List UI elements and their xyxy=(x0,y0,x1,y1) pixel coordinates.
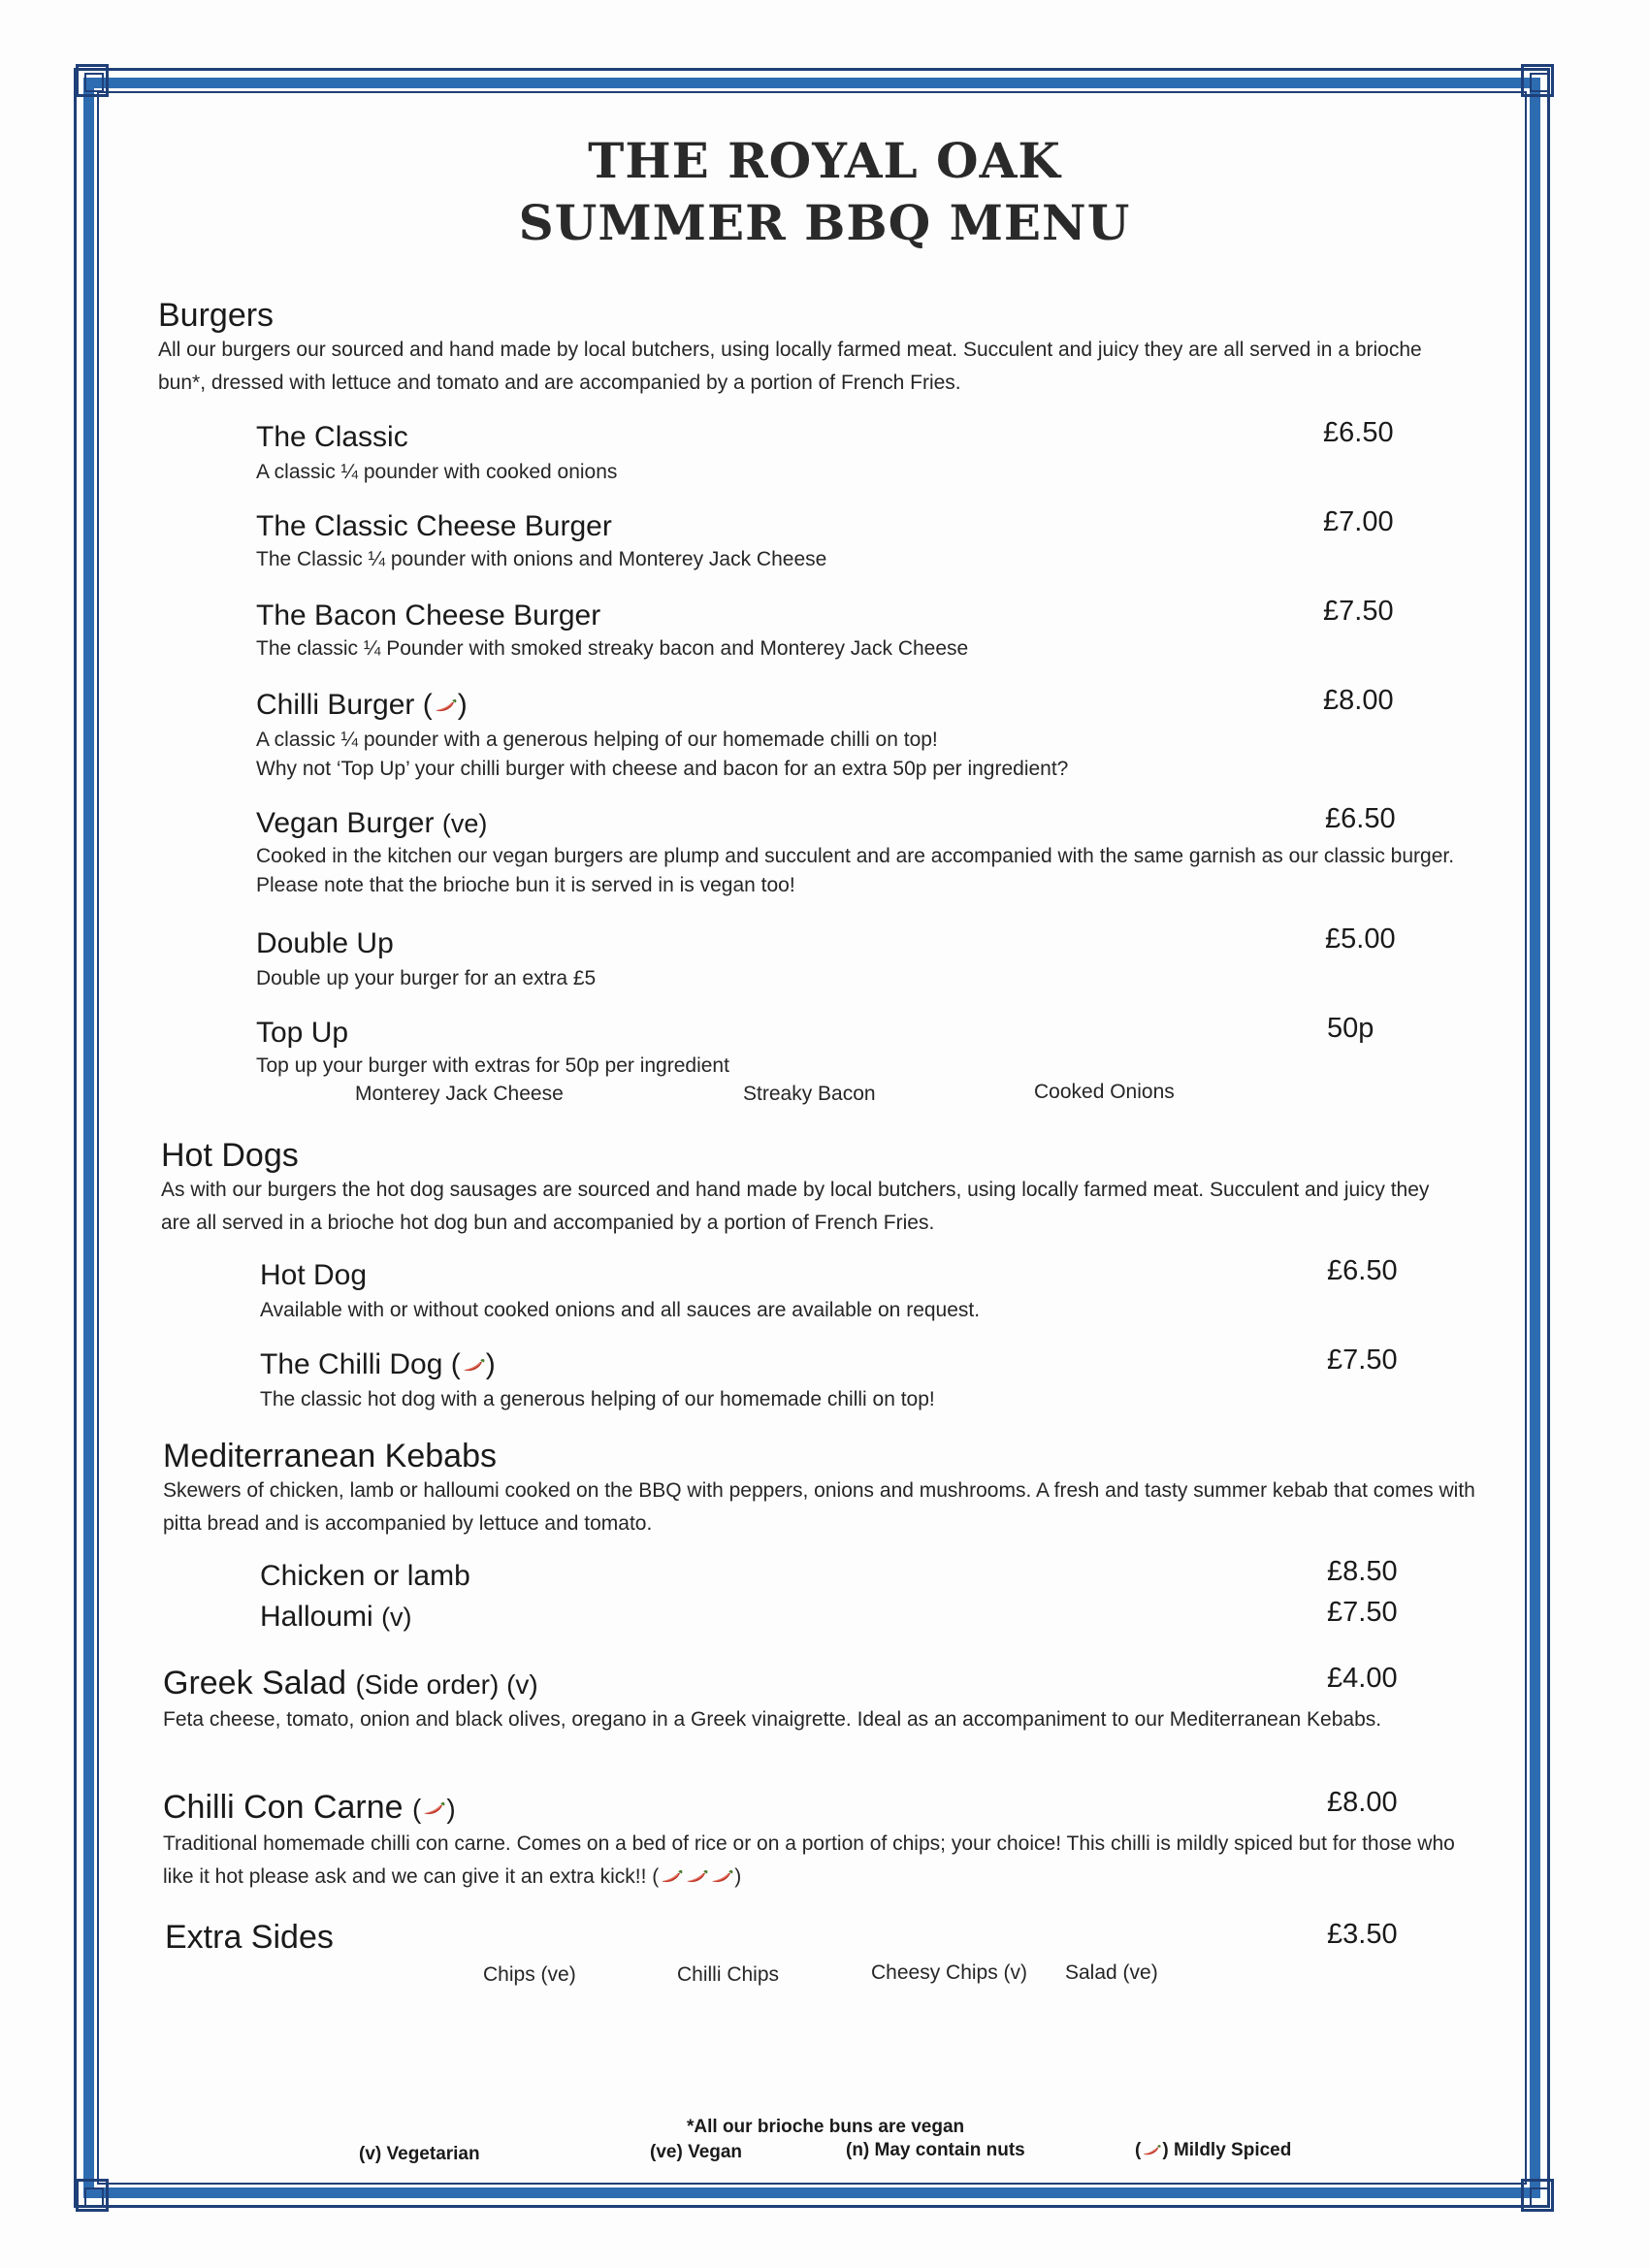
greek-salad-tag: (Side order) (v) xyxy=(355,1669,538,1700)
section-heading-chilli-con-carne xyxy=(163,1789,456,1827)
item-desc-top-up: Top up your burger with extras for 50p per ingredient xyxy=(256,1054,729,1077)
section-heading-greek-salad xyxy=(163,1665,538,1702)
item-name-chilli-burger xyxy=(256,689,468,722)
item-price-greek-salad: £4.00 xyxy=(1327,1663,1398,1694)
item-name-chilli-burger-label: Chilli Burger xyxy=(256,689,415,721)
item-tag-vegetarian: (v) xyxy=(381,1603,412,1632)
item-desc-bacon-cheese-burger: The classic ¼ Pounder with smoked streaky bacon and Monterey Jack Cheese xyxy=(256,637,969,660)
chilli-tag-close: ) xyxy=(446,1794,456,1824)
item-desc-chilli-dog: The classic hot dog with a generous helping of our homemade chilli on top! xyxy=(260,1388,935,1410)
item-price-the-classic: £6.50 xyxy=(1323,417,1394,448)
side-chilli-chips: Chilli Chips xyxy=(677,1963,780,1986)
item-name-vegan-burger xyxy=(256,807,487,840)
corner-ornament-bottom-left xyxy=(76,2179,109,2212)
item-name-chilli-dog xyxy=(260,1348,496,1381)
side-chips: Chips (ve) xyxy=(483,1963,576,1986)
item-name-chilli-dog-label: The Chilli Dog xyxy=(260,1348,443,1380)
section-description-burgers: All our burgers our sourced and hand made by local butchers, using locally farmed meat. Succulent and juicy they are all served in a brioche bun*, dressed with lettuce and tomato and are accompanied by a portion of French Fries. xyxy=(158,339,1422,394)
chilli-con-carne-text: Traditional homemade chilli con carne. Comes on a bed of rice or on a portion of chips; your choice! This chilli is mildly spiced but for those who like it hot please ask and we can give it an extra kick!! xyxy=(163,1832,1455,1888)
item-name-hot-dog: Hot Dog xyxy=(260,1259,368,1291)
page-title: THE ROYAL OAK xyxy=(588,132,1061,189)
side-cheesy-chips: Cheesy Chips (v) xyxy=(871,1961,1028,1984)
chilli-tag-open: ( xyxy=(422,689,433,721)
item-name-the-classic: The Classic xyxy=(256,421,408,453)
item-price-top-up: 50p xyxy=(1327,1013,1374,1044)
section-description-chilli-con-carne xyxy=(163,1828,1482,1894)
legend-mildly-spiced-label: Mildly Spiced xyxy=(1173,2140,1292,2160)
chilli-icon xyxy=(1142,2144,1161,2157)
footer-vegan-note: *All our brioche buns are vegan xyxy=(687,2117,965,2137)
item-desc-the-classic: A classic ¼ pounder with cooked onions xyxy=(256,461,618,483)
corner-ornament-bottom-right xyxy=(1521,2179,1554,2212)
page-subtitle: SUMMER BBQ MENU xyxy=(518,194,1131,251)
section-description-kebabs: Skewers of chicken, lamb or halloumi cooked on the BBQ with peppers, onions and mushrooms. A fresh and tasty summer kebab that comes with pitta bread and is accompanied by lettuce and tomato. xyxy=(163,1479,1475,1535)
greek-salad-label: Greek Salad xyxy=(163,1665,346,1701)
item-name-classic-cheese-burger: The Classic Cheese Burger xyxy=(256,510,612,542)
item-desc-hot-dog: Available with or without cooked onions and all sauces are available on request. xyxy=(260,1299,981,1321)
chilli-con-carne-label: Chilli Con Carne xyxy=(163,1789,404,1826)
chilli-icon xyxy=(434,698,457,714)
side-salad: Salad (ve) xyxy=(1065,1961,1158,1984)
item-tag-vegan: (ve) xyxy=(441,809,488,838)
item-price-chicken-or-lamb: £8.50 xyxy=(1327,1556,1398,1587)
section-heading-extra-sides: Extra Sides xyxy=(165,1919,334,1956)
item-name-top-up: Top Up xyxy=(256,1017,349,1049)
hot-chilli-tag: ( ) xyxy=(652,1865,742,1888)
item-price-halloumi: £7.50 xyxy=(1327,1597,1398,1628)
item-name-bacon-cheese-burger: The Bacon Cheese Burger xyxy=(256,599,601,632)
extra-streaky-bacon: Streaky Bacon xyxy=(743,1083,876,1105)
item-name-double-up: Double Up xyxy=(256,927,394,959)
item-name-chicken-or-lamb: Chicken or lamb xyxy=(260,1560,470,1592)
item-price-vegan-burger: £6.50 xyxy=(1325,803,1396,834)
item-price-chilli-dog: £7.50 xyxy=(1327,1345,1398,1376)
section-heading-kebabs: Mediterranean Kebabs xyxy=(163,1438,498,1474)
chilli-tag-open: ( xyxy=(412,1794,422,1824)
chilli-icon xyxy=(422,1801,445,1817)
section-heading-hotdogs: Hot Dogs xyxy=(161,1137,299,1174)
extra-monterey-jack: Monterey Jack Cheese xyxy=(355,1083,564,1105)
item-price-extra-sides: £3.50 xyxy=(1327,1919,1398,1950)
item-desc-chilli-burger-topup: Why not ‘Top Up’ your chilli burger with cheese and bacon for an extra 50p per ingredient? xyxy=(256,758,1069,780)
item-price-double-up: £5.00 xyxy=(1325,923,1396,955)
section-description-hotdogs: As with our burgers the hot dog sausages are sourced and hand made by local butchers, using locally farmed meat. Succulent and juicy they are all served in a brioche hot dog bun and accompanied by a portion of French Fries. xyxy=(161,1179,1430,1234)
legend-mildly-spiced: ( ) Mildly Spiced xyxy=(1135,2140,1292,2160)
item-name-vegan-burger-label: Vegan Burger xyxy=(256,807,435,839)
item-name-halloumi-label: Halloumi xyxy=(260,1601,373,1633)
corner-ornament-top-left xyxy=(76,64,109,97)
item-price-hot-dog: £6.50 xyxy=(1327,1255,1398,1286)
corner-ornament-top-right xyxy=(1521,64,1554,97)
item-price-chilli-con-carne: £8.00 xyxy=(1327,1787,1398,1818)
item-desc-double-up: Double up your burger for an extra £5 xyxy=(256,967,597,989)
chilli-icon xyxy=(710,1869,733,1885)
chilli-icon xyxy=(685,1869,708,1885)
chilli-icon xyxy=(660,1869,683,1885)
item-desc-chilli-burger: A classic ¼ pounder with a generous helping of our homemade chilli on top! xyxy=(256,729,938,751)
extra-cooked-onions: Cooked Onions xyxy=(1034,1081,1175,1103)
item-price-classic-cheese-burger: £7.00 xyxy=(1323,506,1394,537)
legend-vegetarian: (v) Vegetarian xyxy=(359,2144,480,2164)
section-heading-burgers: Burgers xyxy=(158,297,275,334)
chilli-tag-close: ) xyxy=(485,1348,496,1380)
item-price-bacon-cheese-burger: £7.50 xyxy=(1323,596,1394,627)
item-name-halloumi xyxy=(260,1601,412,1634)
chilli-icon xyxy=(462,1358,485,1374)
legend-nuts: (n) May contain nuts xyxy=(846,2140,1025,2160)
legend-vegan: (ve) Vegan xyxy=(650,2142,743,2162)
section-description-greek-salad: Feta cheese, tomato, onion and black olives, oregano in a Greek vinaigrette. Ideal as an accompaniment to our Mediterranean Kebabs. xyxy=(163,1708,1382,1731)
item-desc-vegan-burger: Cooked in the kitchen our vegan burgers are plump and succulent and are accompanied with the same garnish as our classic burger. Please note that the brioche bun it is served in is vegan too! xyxy=(256,845,1455,896)
chilli-tag-open: ( xyxy=(450,1348,461,1380)
item-price-chilli-burger: £8.00 xyxy=(1323,685,1394,716)
item-desc-classic-cheese-burger: The Classic ¼ pounder with onions and Monterey Jack Cheese xyxy=(256,548,827,570)
chilli-tag-close: ) xyxy=(457,689,468,721)
